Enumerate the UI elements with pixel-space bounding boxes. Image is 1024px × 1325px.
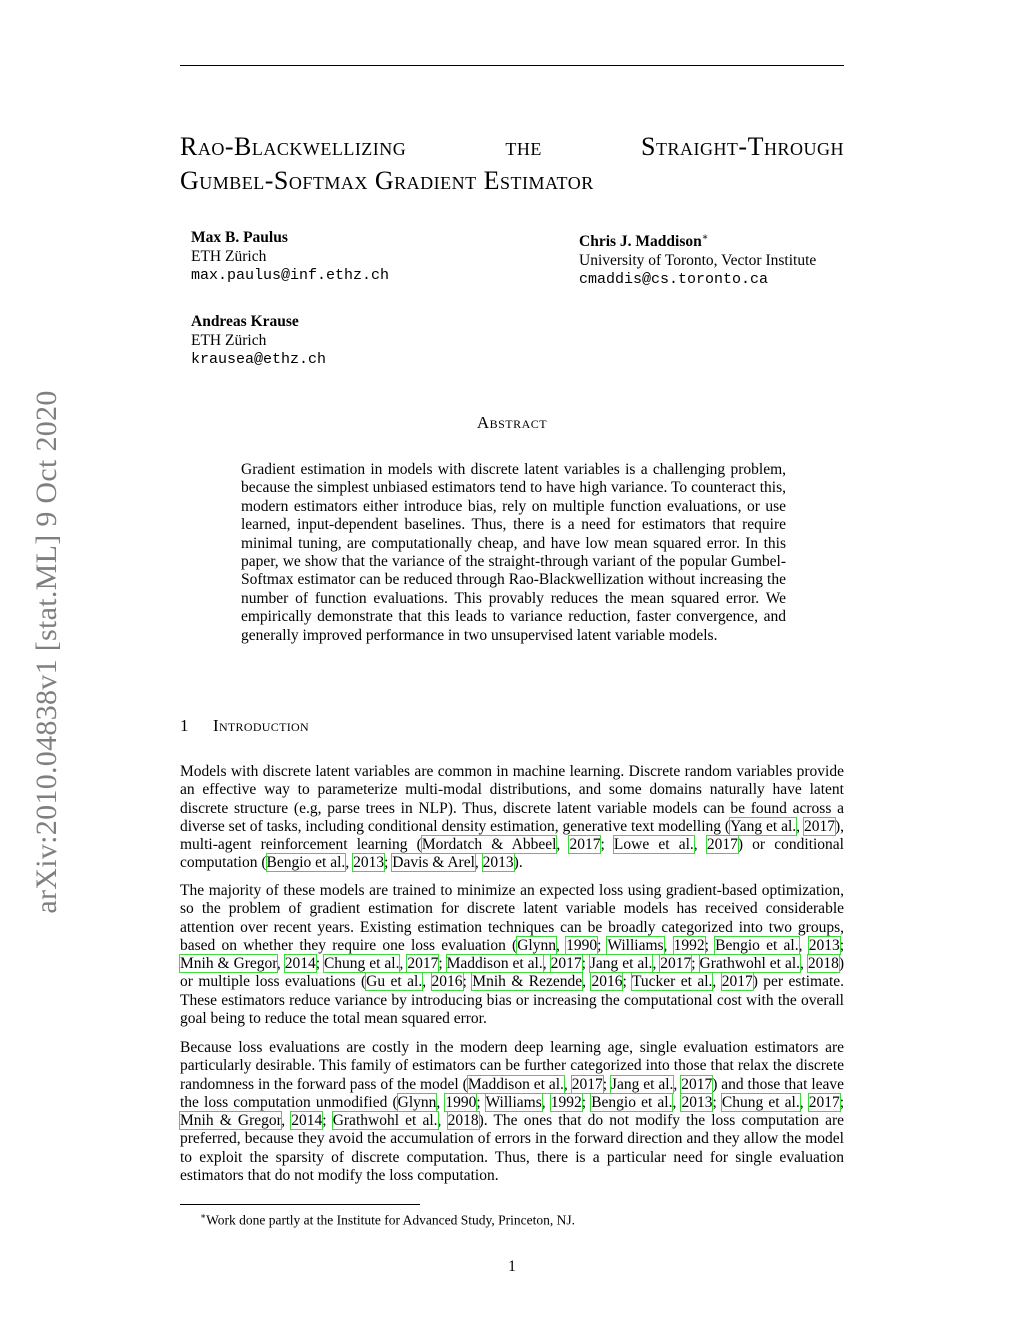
citation-link[interactable]: 2013 xyxy=(353,854,385,872)
footnote-text: Work done partly at the Institute for Advanced Study, Princeton, NJ. xyxy=(206,1212,575,1228)
citation-link[interactable]: Chung et al. xyxy=(721,1093,800,1111)
citation-link[interactable]: Williams xyxy=(485,1093,542,1111)
footnote xyxy=(200,1208,575,1229)
intro-paragraph: Because loss evaluations are costly in the modern deep learning age, single evaluation estimators are particularly desirable. This family of estimators can be further categorized into those that relax the discrete randomness in the forward pass of the model (Maddison et al., 2017; Jang et al., 2017) and those that leave the loss computation unmodified (Glynn, 1990; Williams, 1992; Bengio et al., 2013; Chung et al., 2017; Mnih & Gregor, 2014; Grathwohl et al., 2018). The ones that do not modify the loss computation are preferred, because they avoid the accumulation of errors in the forward direction and they allow the model to exploit the sparsity of discrete computation. Thus, there is a particular need for single evaluation estimators that do not modify the loss computation. xyxy=(180,1039,845,1185)
citation-link[interactable]: Jang et al. xyxy=(610,1075,674,1093)
title-word-3: Straight-Through xyxy=(640,132,844,161)
citation-link[interactable]: Glynn xyxy=(397,1093,437,1111)
citation-link[interactable]: 2017 xyxy=(721,973,753,991)
citation-link[interactable]: Williams xyxy=(607,936,664,954)
author-name: Chris J. Maddison xyxy=(579,233,702,251)
citation-link[interactable]: 2016 xyxy=(591,973,623,991)
citation-link[interactable]: Yang et al. xyxy=(730,817,797,835)
citation-link[interactable]: Lowe et al. xyxy=(613,836,694,854)
author-name: Andreas Krause xyxy=(191,313,299,330)
title-word-2: the xyxy=(505,132,542,161)
author-email[interactable]: max.paulus@inf.ethz.ch xyxy=(191,267,390,284)
citation-link[interactable]: 2014 xyxy=(284,955,316,973)
abstract-text: Gradient estimation in models with discrete latent variables is a challenging problem, because the simplest unbiased estimators tend to have high variance. To counteract this, modern estimators either introduce bias, rely on multiple function evaluations, or use learned, input-dependent baselines. Thus, there is a need for estimators that require minimal tuning, are computationally cheap, and have low mean squared error. In this paper, we show that the variance of the straight-through variant of the popular Gumbel-Softmax estimator can be reduced through Rao-Blackwellization without increasing the number of function evaluations. This provably reduces the mean squared error. We empirically demonstrate that this leads to variance reduction, faster convergence, and generally improved performance in two unsupervised latent variable models. xyxy=(241,461,786,644)
citation-link[interactable]: 2017 xyxy=(681,1075,713,1093)
citation-link[interactable]: 2017 xyxy=(569,836,601,854)
citation-link[interactable]: Tucker et al. xyxy=(631,973,713,991)
citation-link[interactable]: Bengio et al. xyxy=(715,936,799,954)
citation-link[interactable]: Maddison et al. xyxy=(446,955,543,973)
citation-link[interactable]: 1992 xyxy=(550,1093,582,1111)
author-affiliation: ETH Zürich xyxy=(191,248,267,265)
citation-link[interactable]: Glynn xyxy=(517,936,556,954)
citation-link[interactable]: 2016 xyxy=(431,973,463,991)
citation-link[interactable]: Mnih & Gregor xyxy=(180,1112,282,1130)
title-word-1: Rao-Blackwellizing xyxy=(180,132,407,161)
citation-link[interactable]: 2017 xyxy=(808,1093,840,1111)
citation-link[interactable]: 2013 xyxy=(808,936,840,954)
citation-link[interactable]: Mordatch & Abbeel xyxy=(421,836,557,854)
citation-link[interactable]: 1990 xyxy=(566,936,598,954)
footnote-rule xyxy=(180,1204,420,1205)
author-email[interactable]: krausea@ethz.ch xyxy=(191,351,327,368)
citation-link[interactable]: Bengio et al. xyxy=(266,854,346,872)
citation-link[interactable]: 1990 xyxy=(445,1093,477,1111)
citation-link[interactable]: 2013 xyxy=(482,854,514,872)
citation-link[interactable]: Gu et al. xyxy=(366,973,423,991)
title-line-2: Gumbel-Softmax Gradient Estimator xyxy=(180,166,594,195)
citation-link[interactable]: Mnih & Gregor xyxy=(180,955,277,973)
top-rule xyxy=(180,65,844,66)
citation-link[interactable]: 1992 xyxy=(673,936,705,954)
citation-link[interactable]: 2018 xyxy=(447,1112,479,1130)
author-block xyxy=(191,228,389,285)
citation-link[interactable]: 2017 xyxy=(407,955,439,973)
paper-title xyxy=(180,130,844,198)
section-number: 1 xyxy=(180,716,189,735)
author-footnote-mark: ∗ xyxy=(701,232,709,243)
author-block xyxy=(579,228,816,289)
author-block xyxy=(191,312,326,369)
citation-link[interactable]: Jang et al. xyxy=(589,955,653,973)
citation-link[interactable]: Davis & Arel xyxy=(392,854,475,872)
citation-link[interactable]: Bengio et al. xyxy=(591,1093,673,1111)
author-affiliation: University of Toronto, Vector Institute xyxy=(579,252,817,270)
page-number: 1 xyxy=(508,1258,516,1275)
intro-paragraph: The majority of these models are trained to minimize an expected loss using gradient-based optimization, so the problem of gradient estimation for discrete latent variable models has received considerable attention over recent years. Existing estimation techniques can be broadly categorized into two groups, based on whether they require one loss evaluation (Glynn, 1990; Williams, 1992; Bengio et al., 2013; Mnih & Gregor, 2014; Chung et al., 2017; Maddison et al., 2017; Jang et al., 2017; Grathwohl et al., 2018) or multiple loss evaluations (Gu et al., 2016; Mnih & Rezende, 2016; Tucker et al., 2017) per estimate. These estimators reduce variance by introducing bias or increasing the computational cost with the overall goal being to reduce the total mean squared error. xyxy=(180,882,845,1028)
citation-link[interactable]: 2017 xyxy=(660,955,692,973)
citation-link[interactable]: Chung et al. xyxy=(323,955,400,973)
citation-link[interactable]: 2018 xyxy=(807,955,839,973)
citation-link[interactable]: 2013 xyxy=(681,1093,713,1111)
intro-paragraph: Models with discrete latent variables are common in machine learning. Discrete random variables provide an effective way to parameterize multi-modal distributions, and some domains naturally have latent discrete structure (e.g, parse trees in NLP). Thus, discrete latent variable models can be found across a diverse set of tasks, including conditional density estimation, generative text modelling (Yang et al., 2017), multi-agent reinforcement learning (Mordatch & Abbeel, 2017; Lowe et al., 2017) or conditional computation (Bengio et al., 2013; Davis & Arel, 2013). xyxy=(180,763,845,872)
citation-link[interactable]: Grathwohl et al. xyxy=(699,955,801,973)
citation-link[interactable]: 2017 xyxy=(571,1075,603,1093)
author-name: Max B. Paulus xyxy=(191,229,288,246)
section-heading xyxy=(180,716,309,736)
citation-link[interactable]: Maddison et al. xyxy=(467,1075,564,1093)
citation-link[interactable]: 2017 xyxy=(550,955,582,973)
arxiv-stamp: arXiv:2010.04838v1 [stat.ML] 9 Oct 2020 xyxy=(30,390,63,914)
citation-link[interactable]: 2014 xyxy=(291,1112,323,1130)
section-title: Introduction xyxy=(213,716,309,735)
citation-link[interactable]: 2017 xyxy=(706,836,738,854)
author-email[interactable]: cmaddis@cs.toronto.ca xyxy=(579,271,769,289)
citation-link[interactable]: 2017 xyxy=(803,817,835,835)
citation-link[interactable]: Grathwohl et al. xyxy=(332,1112,438,1130)
footnote-mark: ∗ xyxy=(200,1211,207,1221)
citation-link[interactable]: Mnih & Rezende xyxy=(472,973,583,991)
author-affiliation: ETH Zürich xyxy=(191,332,267,349)
abstract-heading: Abstract xyxy=(476,413,548,432)
